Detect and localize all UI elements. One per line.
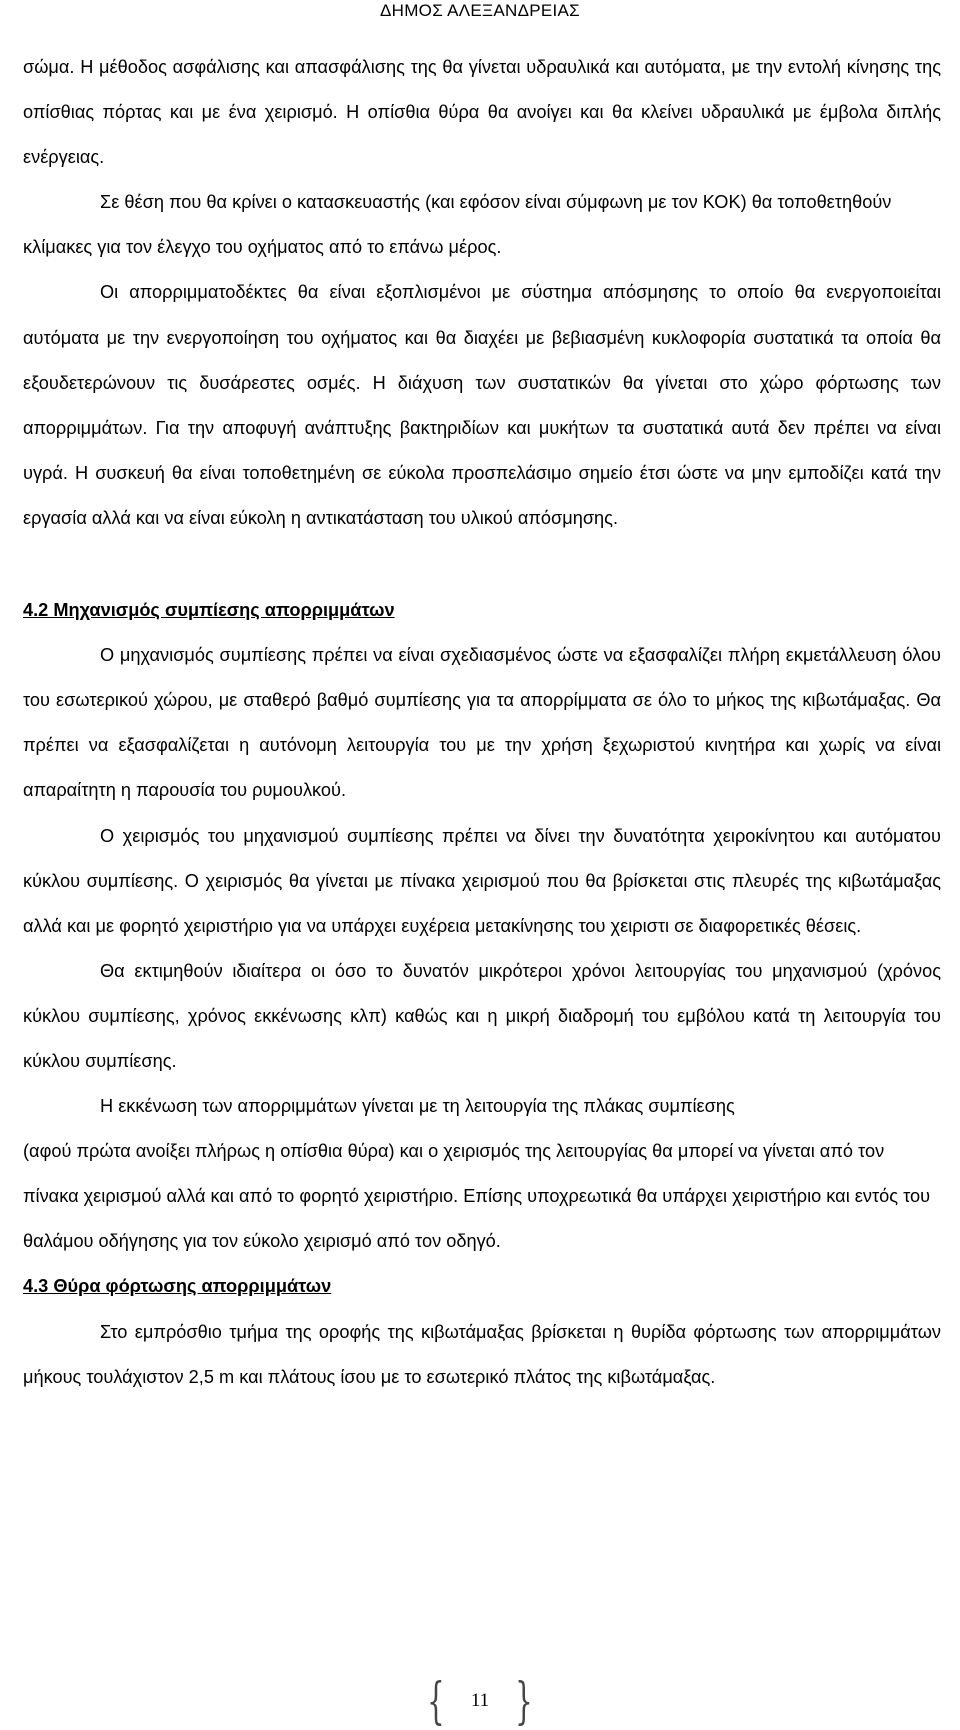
paragraph-deodorizing-system: Οι απορριμματοδέκτες θα είναι εξοπλισμένοι με σύστημα απόσμησης το οποίο θα ενεργοποιείται αυτόματα με την ενεργοποίηση του οχήματος και θα διαχέει με βεβιασμένη κυκλοφορία συστατικά τα οποία θα εξουδετερώνουν τις δυσάρεστες οσμές. Η διάχυση των συστατικών θα γίνεται στο χώρο φόρτωσης των απορριμμάτων. Για την αποφυγή ανάπτυξης βακτηριδίων και μυκήτων τα συστατικά αυτά δεν πρέπει να είναι υγρά. Η συσκευή θα είναι τοποθετημένη σε εύκολα προσπελάσιμο σημείο έτσι ώστε να μην εμποδίζει κατά την εργασία αλλά και να είναι εύκολη η αντικατάσταση του υλικού απόσμησης. [23, 282, 941, 528]
page-footer [0, 1672, 960, 1730]
section-heading-4-3: 4.3 Θύρα φόρτωσης απορριμμάτων [23, 1276, 332, 1297]
paragraph-unloading-line1: Η εκκένωση των απορριμμάτων γίνεται με τη λειτουργία της πλάκας συμπίεσης [100, 1096, 735, 1117]
paragraph-compression-control: Ο χειρισμός του μηχανισμού συμπίεσης πρέπει να δίνει την δυνατότητα χειροκίνητου και αυτόματου κύκλου συμπίεσης. Ο χειρισμός θα γίνεται με πίνακα χειρισμού που θα βρίσκεται στις πλευρές της κιβωτάμαξας αλλά και με φορητό χειριστήριο για να υπάρχει ευχέρεια μετακίνησης του χειριστι σε διαφορετικές θέσεις. [23, 825, 941, 936]
section-heading-4-2: 4.2 Μηχανισμός συμπίεσης απορριμμάτων [23, 600, 395, 621]
right-brace-icon: } [515, 1672, 533, 1730]
paragraph-hydraulic-locking: σώμα. Η μέθοδος ασφάλισης και απασφάλισης της θα γίνεται υδραυλικά και αυτόματα, με την εντολή κίνησης της οπίσθιας πόρτας και με ένα χειρισμό. Η οπίσθια θύρα θα ανοίγει και θα κλείνει υδραυλικά με έμβολα διπλής ενέργειας. [23, 57, 941, 168]
left-brace-icon: { [427, 1672, 445, 1730]
document-body [23, 45, 941, 1400]
paragraph-operating-times: Θα εκτιμηθούν ιδιαίτερα οι όσο το δυνατόν μικρότεροι χρόνοι λειτουργίας του μηχανισμού (χρόνος κύκλου συμπίεσης, χρόνος εκκένωσης κλπ) καθώς και η μικρή διαδρομή του εμβόλου κατά τη λειτουργία του κύκλου συμπίεσης. [23, 960, 941, 1071]
page-number: 11 [470, 1690, 490, 1711]
section-spacer [23, 541, 941, 588]
paragraph-ladders: Σε θέση που θα κρίνει ο κατασκευαστής (και εφόσον είναι σύμφωνη με τον ΚΟΚ) θα τοποθετηθούν κλίμακες για τον έλεγχο του οχήματος από το επάνω μέρος. [23, 192, 892, 258]
paragraph-compression-design: Ο μηχανισμός συμπίεσης πρέπει να είναι σχεδιασμένος ώστε να εξασφαλίζει πλήρη εκμετάλλευση όλου του εσωτερικού χώρου, με σταθερό βαθμό συμπίεσης για τα απορρίμματα σε όλο το μήκος της κιβωτάμαξας. Θα πρέπει να εξασφαλίζεται η αυτόνομη λειτουργία του με την χρήση ξεχωριστού κινητήρα και χωρίς να είναι απαραίτητη η παρουσία του ρυμουλκού. [23, 645, 941, 801]
paragraph-loading-door: Στο εμπρόσθιο τμήμα της οροφής της κιβωτάμαξας βρίσκεται η θυρίδα φόρτωσης των απορριμμάτων μήκους τουλάχιστον 2,5 m και πλάτους ίσου με το εσωτερικό πλάτος της κιβωτάμαξας. [23, 1321, 941, 1387]
page-header: ΔΗΜΟΣ ΑΛΕΞΑΝΔΡΕΙΑΣ [379, 1, 580, 20]
paragraph-unloading-rest: (αφού πρώτα ανοίξει πλήρως η οπίσθια θύρα) και ο χειρισμός της λειτουργίας θα μπορεί να γίνεται από τον πίνακα χειρισμού αλλά και από το φορητό χειριστήριο. Επίσης υποχρεωτικά θα υπάρχει χειριστήριο και εντός του θαλάμου οδήγησης για τον εύκολο χειρισμό από τον οδηγό. [23, 1141, 931, 1252]
